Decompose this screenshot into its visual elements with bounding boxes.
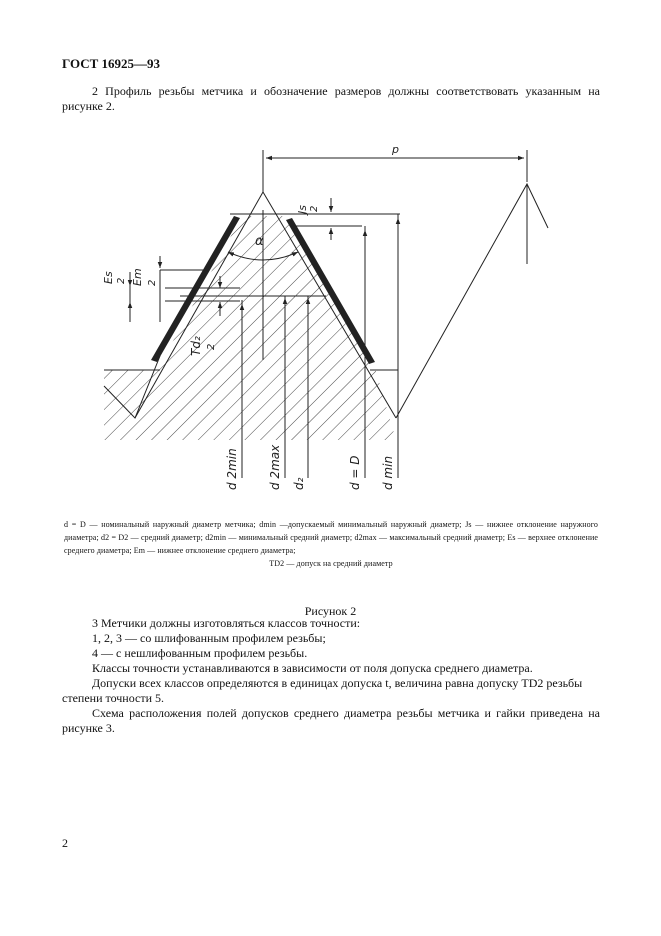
es-denominator: 2: [116, 277, 127, 284]
page-number: 2: [62, 836, 68, 850]
section3-paragraph: Схема расположения полей допусков среднего диаметра резьбы метчика и гайки приведена на рисунке 3.: [62, 706, 600, 735]
js-denominator: 2: [309, 205, 320, 212]
intro-paragraph: 2 Профиль резьбы метчика и обозначение размеров должны соответствовать указанным на рисунке 2.: [62, 84, 600, 113]
dmin-label: d min: [381, 455, 395, 490]
td2-denominator: 2: [206, 343, 217, 350]
section3-line3: 4 — с нешлифованным профилем резьбы.: [92, 646, 308, 660]
angle-label: α: [255, 234, 264, 249]
d2min-label: d 2min: [225, 448, 239, 490]
figure-caption: [64, 518, 598, 570]
d2-label: d₂: [292, 477, 306, 490]
d-eq-D-label: d = D: [348, 455, 362, 490]
section3-line1: 3 Метчики должны изготовляться классов точности:: [92, 616, 361, 630]
right-profile: [396, 184, 548, 418]
caption-legend: d = D — номинальный наружный диаметр метчика; dmin —допускаемый минимальный наружный диаметр; Js — нижнее отклонение наружного диаметра; d2 = D2 — средний диаметр; d2min — минимальный средний диаметр; d2max — максимальный средний диаметр; Es — верхнее отклонение среднего диаметра; Em — нижнее отклонение среднего диаметра;: [64, 520, 598, 555]
es-label: Es: [102, 271, 115, 284]
caption-td2: TD2 — допуск на средний диаметр: [269, 559, 393, 568]
em-denominator: 2: [147, 279, 158, 286]
figure-title: Рисунок 2: [304, 604, 357, 618]
td2-label: Td₂: [189, 336, 203, 356]
section3-line4: Классы точности устанавливаются в зависимости от поля допуска среднего диаметра.: [92, 661, 533, 675]
pitch-label: p: [392, 143, 399, 156]
em-label: Em: [131, 268, 144, 286]
document-header: ГОСТ 16925—93: [62, 56, 161, 71]
section3-line6: степени точности 5.: [62, 691, 165, 705]
js-label: Js: [296, 205, 309, 214]
section3-line5: Допуски всех классов определяются в единицах допуска t, величина равна допуску TD2 резьбы: [92, 676, 583, 690]
d2max-label: d 2max: [268, 444, 282, 490]
section3-line2: 1, 2, 3 — со шлифованным профилем резьбы;: [92, 631, 326, 645]
